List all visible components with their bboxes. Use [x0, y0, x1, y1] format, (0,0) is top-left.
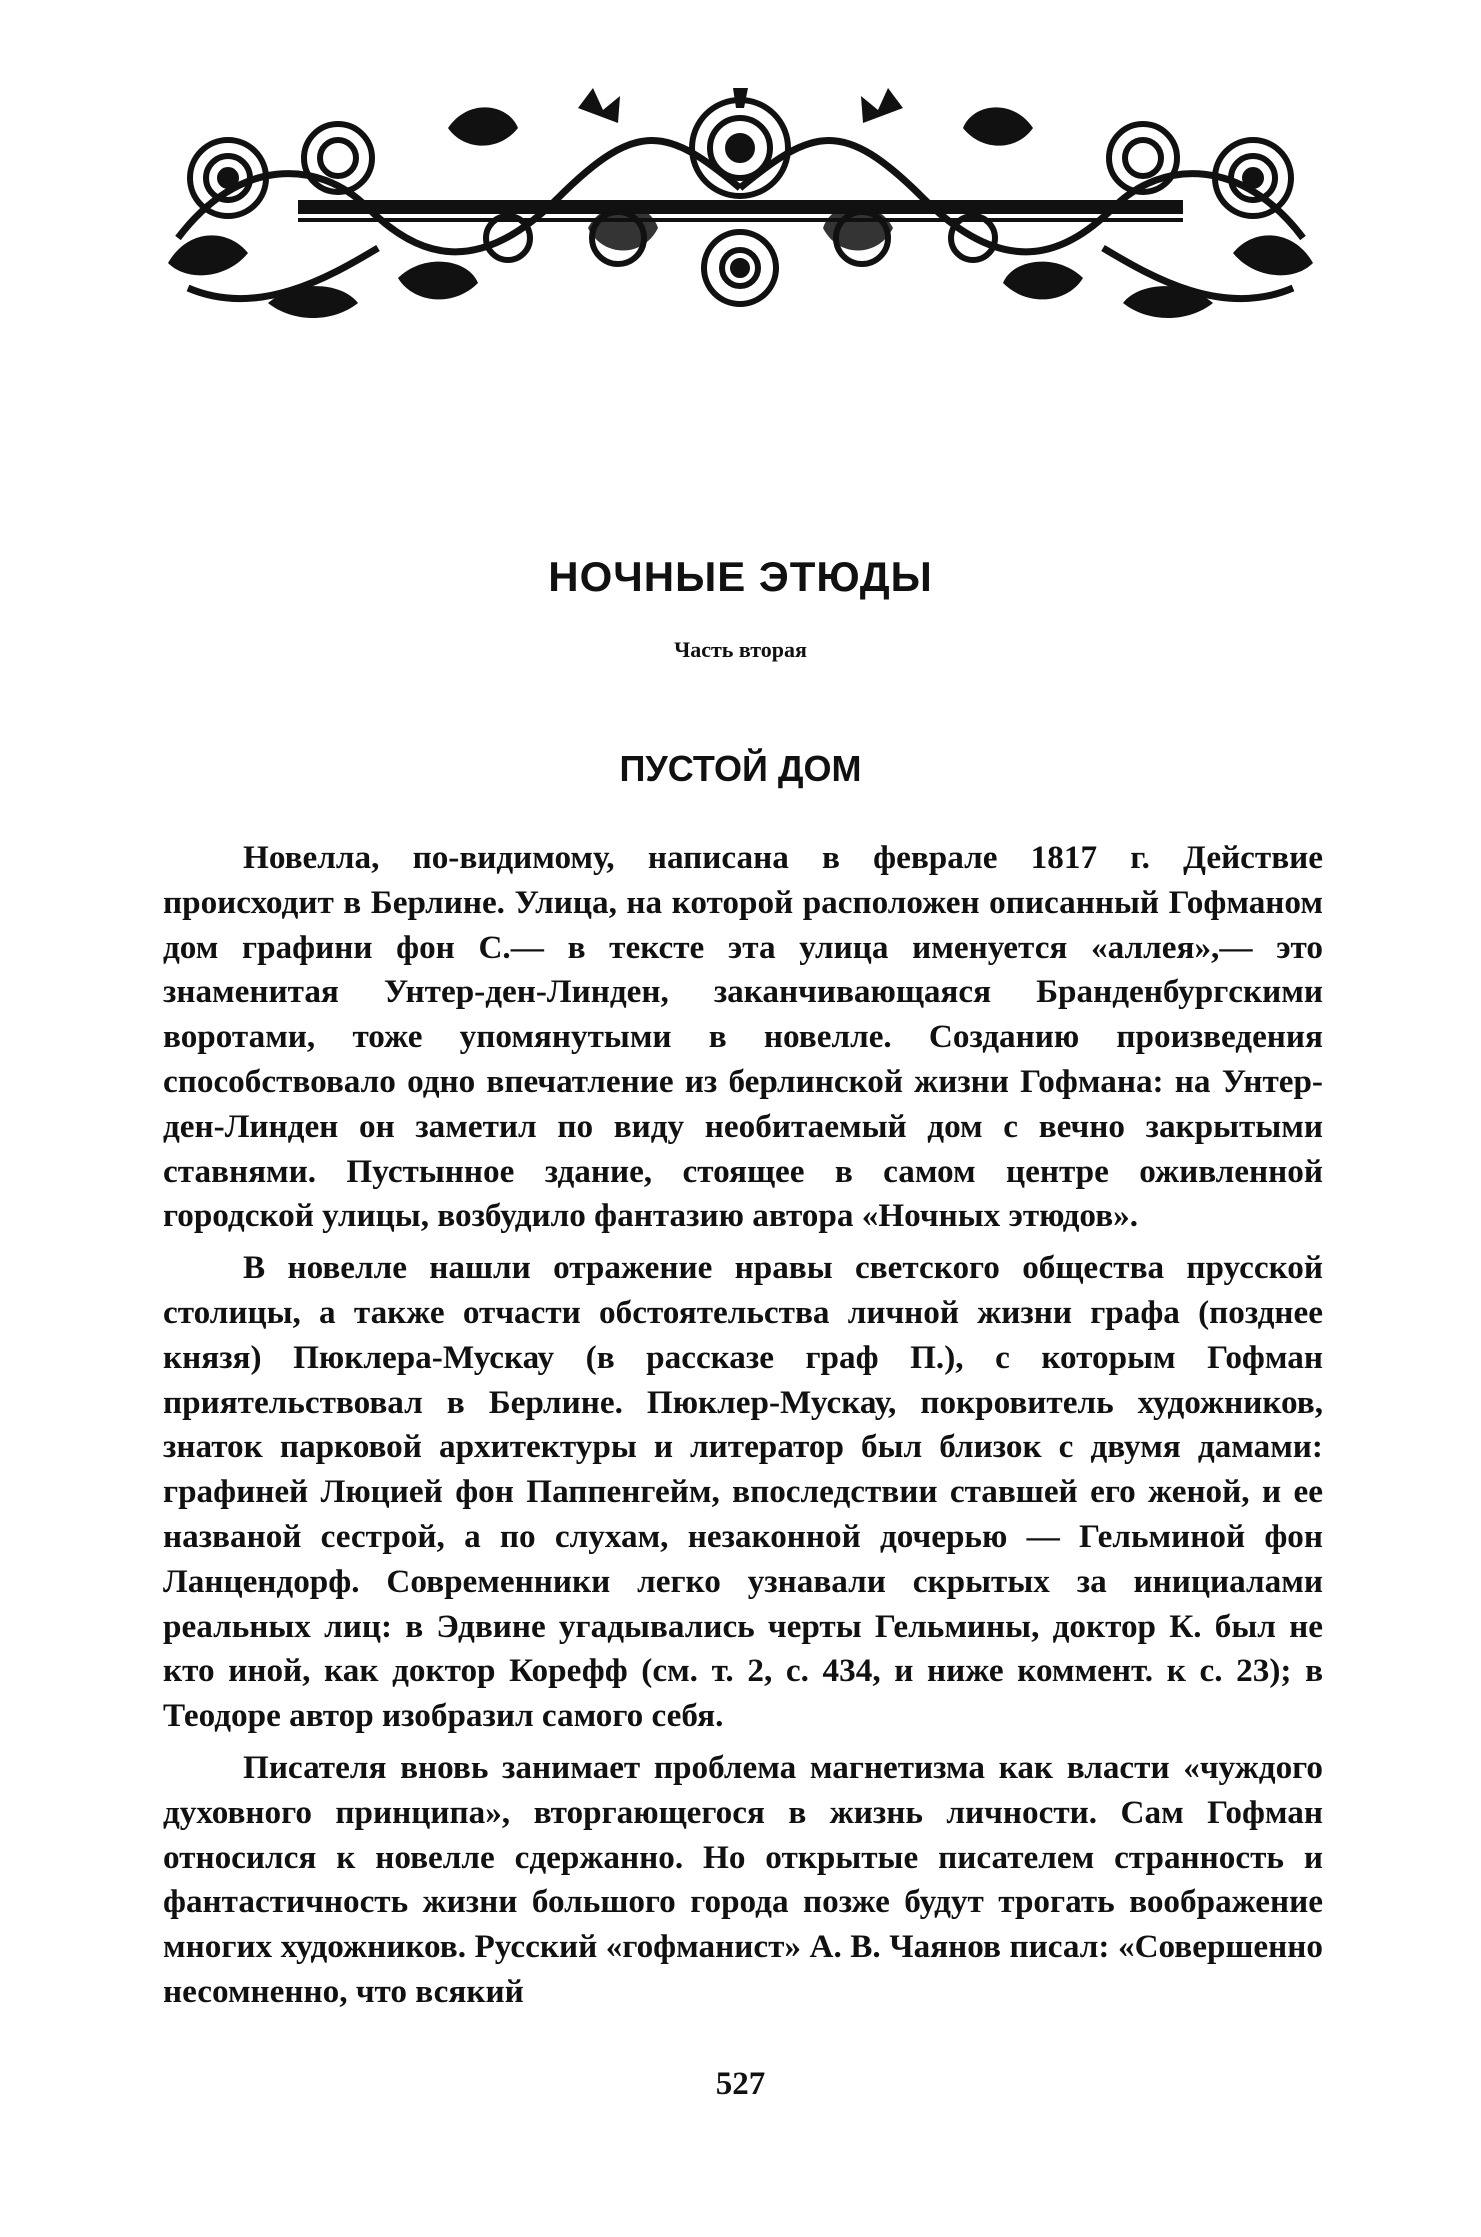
page-title: НОЧНЫЕ ЭТЮДЫ [548, 553, 933, 600]
section-title: ПУСТОЙ ДОМ [619, 748, 862, 789]
part-subtitle: Часть вторая [674, 637, 807, 662]
commentary-body [163, 836, 1323, 2022]
paragraph: В новелле нашли отражение нравы светского общества прусской столицы, а также отчасти обстоятельства личной жизни графа (позднее князя) Пюклера-Мускау (в рассказе граф П.), с которым Гофман приятельствовал в Берлине. Пюклер-Мускау, покровитель художников, знаток парковой архитектуры и литератор был близок с двумя дамами: графиней Люцией фон Паппенгейм, впоследствии ставшей его женой, и ее названой сестрой, а по слухам, незаконной дочерью — Гельминой фон Ланцендорф. Современники легко узнавали скрытых за инициалами реальных лиц: в Эдвине угадывались черты Гельмины, доктор К. был не кто иной, как доктор Корефф (см. т. 2, с. 434, и ниже коммент. к с. 23); в Теодоре автор изобразил самого себя. [163, 1249, 1323, 1735]
page-number: 527 [715, 2066, 766, 2102]
paragraph: Писателя вновь занимает проблема магнетизма как власти «чуждого духовного принципа», вторгающегося в жизнь личности. Сам Гофман относился к новелле сдержанно. Но открытые писателем странность и фантастичность жизни большого города позже будут трогать воображение многих художников. Русский «гофманист» А. В. Чаянов писал: «Совершенно несомненно, что всякий [163, 1748, 1323, 2010]
floral-ornament [148, 88, 1333, 328]
paragraph: Новелла, по-видимому, написана в феврале 1817 г. Действие происходит в Берлине. Улица, на которой расположен описанный Гофманом дом графини фон С.— в тексте эта улица именуется «аллея»,— это знаменитая Унтер-ден-Линден, заканчивающаяся Бранденбургскими воротами, тоже упомянутыми в новелле. Созданию произведения способствовало одно впечатление из берлинской жизни Гофмана: на Унтер-ден-Линден он заметил по виду необитаемый дом с вечно закрытыми ставнями. Пустынное здание, стоящее в самом центре оживленной городской улицы, возбудило фантазию автора «Ночных этюдов». [163, 839, 1323, 1235]
